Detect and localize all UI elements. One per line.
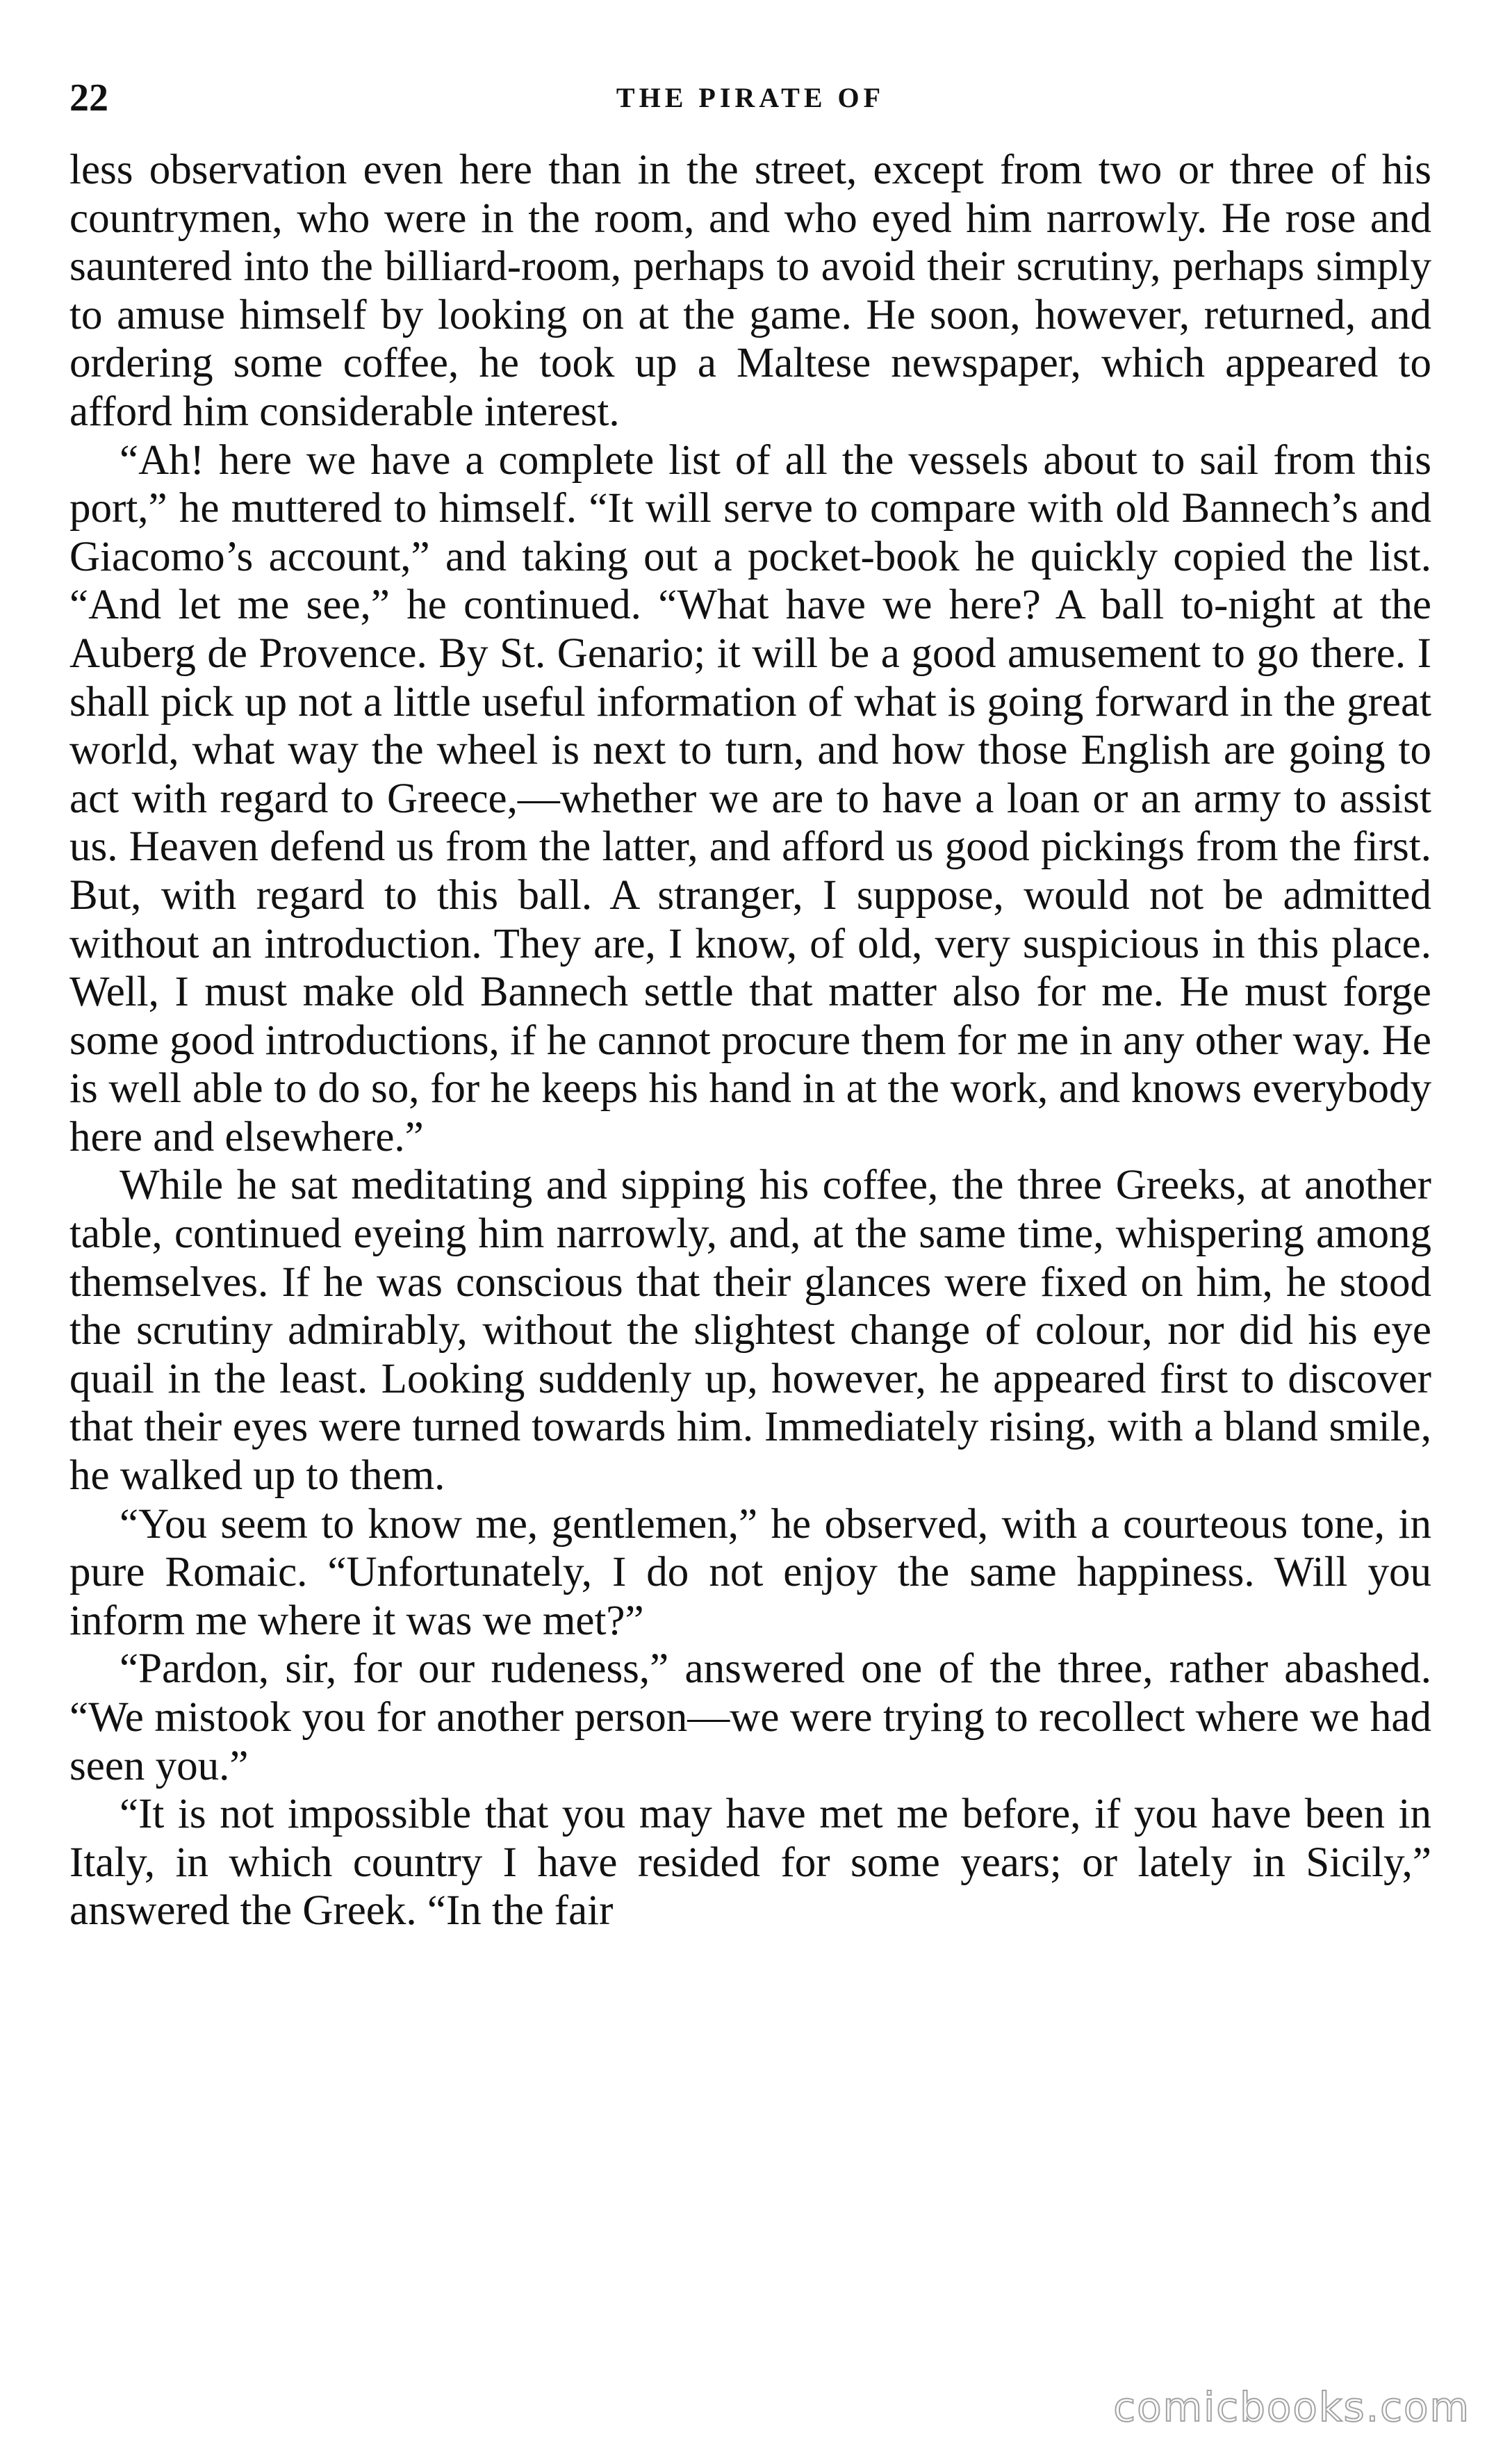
paragraph-6: “It is not impossible that you may have met me before, if you have been in Italy, in which country I have resided for some years; or lately in Sicily,” answered the Greek. “In the fair [69,1791,1431,1935]
paragraph-2: “Ah! here we have a complete list of all the vessels about to sail from this port,” he muttered to himself. “It will serve to compare with old Bannech’s and Giacomo’s account,” and taking out a pocket-book he quickly copied the list. “And let me see,” he continued. “What have we here? A ball to-night at the Auberg de Provence. By St. Genario; it will be a good amusement to go there. I shall pick up not a little useful information of what is going forward in the great world, what way the wheel is next to turn, and how those English are going to act with regard to Greece,—whether we are to have a loan or an army to assist us. Heaven defend us from the latter, and afford us good pickings from the first. But, with regard to this ball. A stranger, I suppose, would not be admitted without an introduction. They are, I know, of old, very suspicious in this place. Well, I must make old Bannech settle that matter also for me. He must forge some good introductions, if he cannot procure them for me in any other way. He is well able to do so, for he keeps his hand in at the work, and knows everybody here and elsewhere.” [69,436,1431,1160]
page-header [69,67,1431,129]
text-body [69,146,1431,1935]
paragraph-1: less observation even here than in the street, except from two or three of his countrymen, who were in the room, and who eyed him narrowly. He rose and sauntered into the billiard-room, perhaps to avoid their scrutiny, perhaps simply to amuse himself by looking on at the game. He soon, however, returned, and ordering some coffee, he took up a Maltese newspaper, which appeared to afford him considerable interest. [69,147,1431,435]
page-number: 22 [69,76,108,120]
running-title: THE PIRATE OF [616,82,885,113]
paragraph-4: “You seem to know me, gentlemen,” he observed, with a courteous tone, in pure Romaic. “Unfortunately, I do not enjoy the same happiness. Will you inform me where it was we met?” [69,1500,1431,1644]
watermark: comicbooks.com [1113,2383,1470,2431]
paragraph-3: While he sat meditating and sipping his coffee, the three Greeks, at another table, continued eyeing him narrowly, and, at the same time, whispering among themselves. If he was conscious that their glances were fixed on him, he stood the scrutiny admirably, without the slightest change of colour, nor did his eye quail in the least. Looking suddenly up, however, he appeared first to discover that their eyes were turned towards him. Immediately rising, with a bland smile, he walked up to them. [69,1162,1431,1500]
paragraph-5: “Pardon, sir, for our rudeness,” answered one of the three, rather abashed. “We mistook you for another person—we were trying to recollect where we had seen you.” [69,1645,1431,1789]
